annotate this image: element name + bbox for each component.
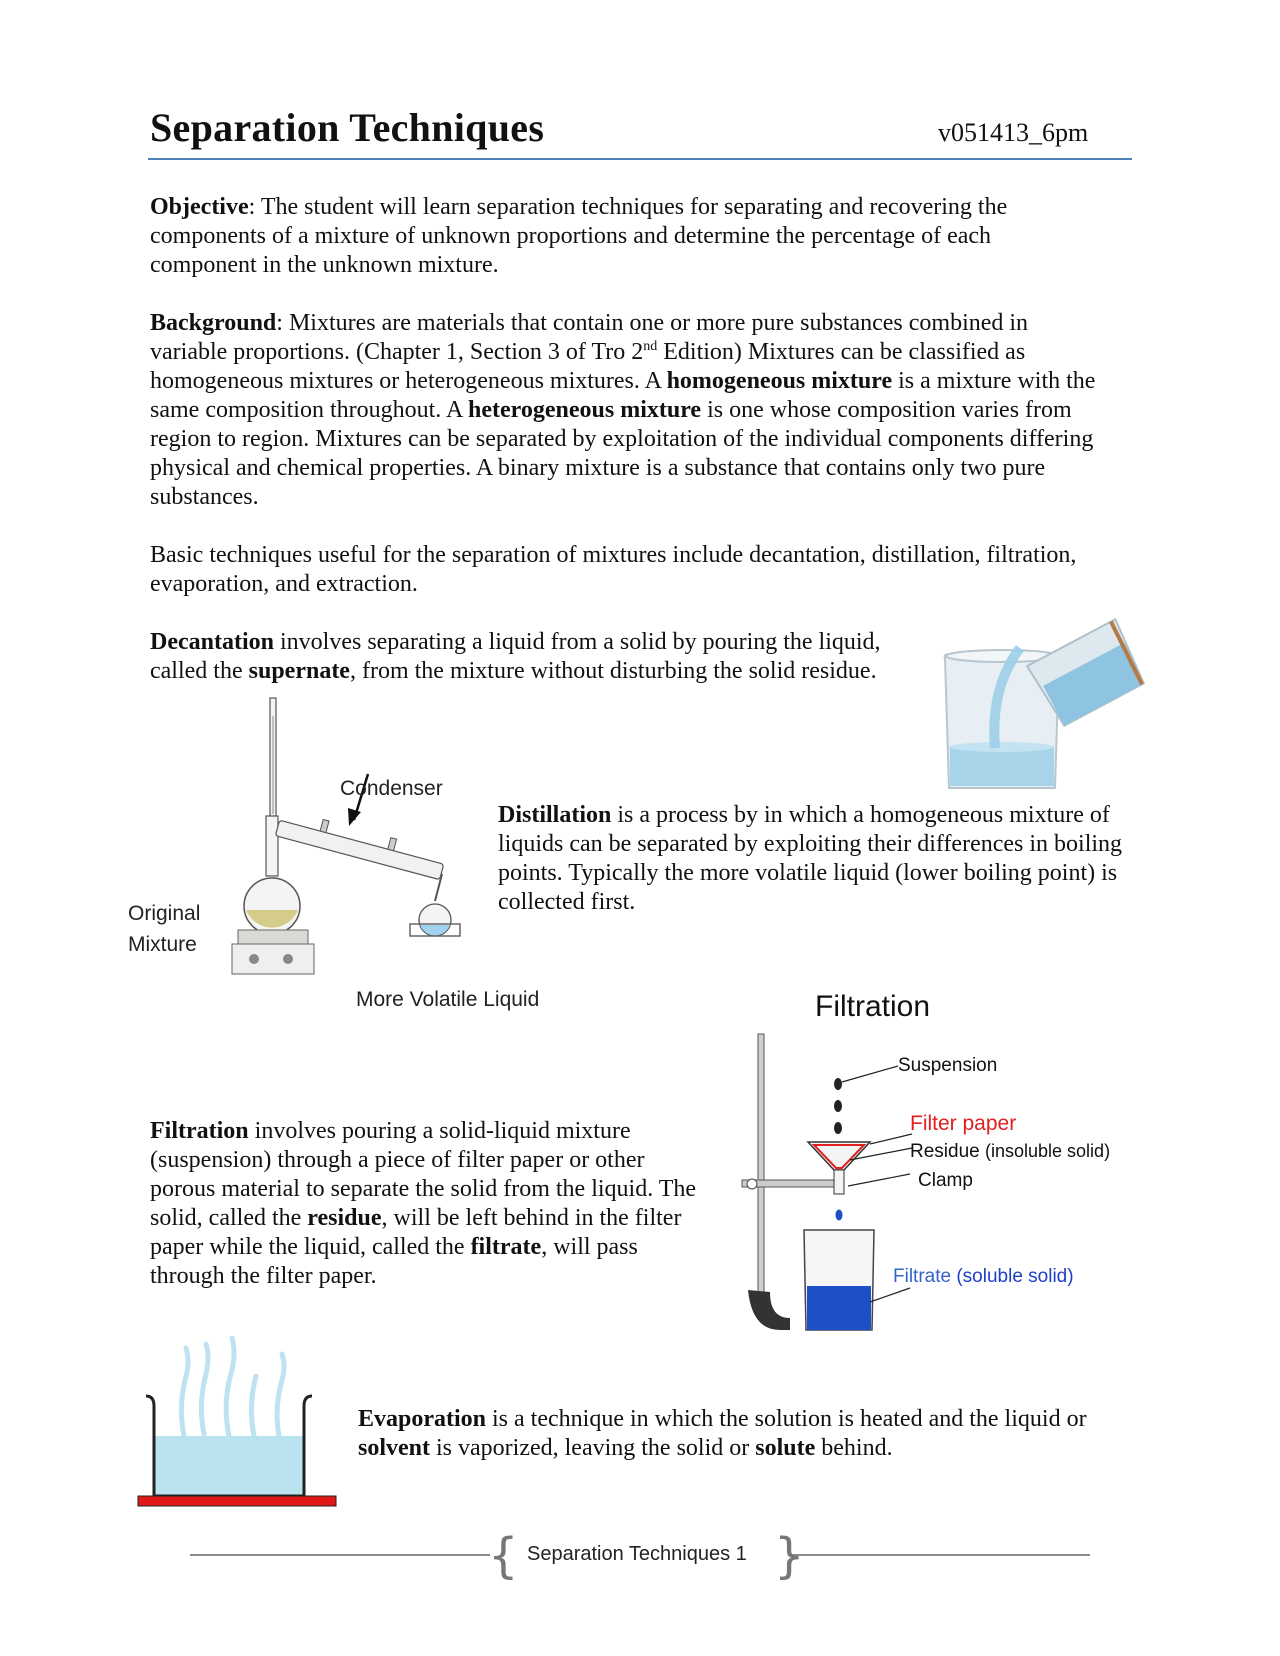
- clamp-label: Clamp: [918, 1170, 973, 1191]
- page-footer: Separation Techniques 1: [527, 1543, 747, 1565]
- objective-paragraph: [150, 193, 1080, 280]
- filtration-diagram-title: Filtration: [815, 990, 931, 1023]
- background-text-2: Edition) Mixtures can be classified as homogeneous mixtures or heterogeneous mixtures. A: [150, 339, 1026, 394]
- distillation-paragraph: [498, 801, 1138, 917]
- filtrate-text: Filtrate: [893, 1266, 952, 1287]
- background-text-3: is a mixture with the same composition throughout. A: [150, 368, 1096, 423]
- background-text-4: is one whose composition varies from region to region. Mixtures can be separated by exploitation of the individual components differing physical and chemical properties. A binary mixture is a substance that contains only two pure substances.: [150, 397, 1094, 510]
- objective-label: Objective: [150, 194, 249, 220]
- original-mixture-label-2: Mixture: [128, 933, 197, 956]
- heterogeneous-term: heterogeneous mixture: [468, 397, 702, 423]
- distillation-apparatus: [230, 696, 470, 986]
- residue-note: (insoluble solid): [985, 1141, 1111, 1161]
- residue-term: residue: [307, 1205, 382, 1231]
- residue-text: Residue: [910, 1141, 980, 1162]
- filtration-label: Filtration: [150, 1118, 249, 1144]
- filtration-text-2: , will be left behind in the filter paper while the liquid, called the: [150, 1205, 682, 1260]
- background-paragraph: [150, 309, 1110, 512]
- distillation-label: Distillation: [498, 802, 612, 828]
- filtrate-term: filtrate: [470, 1234, 542, 1260]
- original-mixture-label-1: Original: [128, 902, 201, 925]
- suspension-label: Suspension: [898, 1055, 998, 1076]
- background-label: Background: [150, 310, 277, 336]
- distillation-text: is a process by in which a homogeneous mixture of liquids can be separated by exploiting their differences in boiling points. Typically the more volatile liquid (lower boiling point) is collected first.: [498, 802, 1123, 915]
- filtration-text-3: , will pass through the filter paper.: [150, 1234, 638, 1289]
- evaporation-text-2: is vaporized, leaving the solid or: [430, 1435, 756, 1461]
- header-rule: [148, 158, 1132, 160]
- decantation-illustration: [935, 608, 1150, 794]
- filtrate-note: (soluble solid): [956, 1266, 1074, 1287]
- evaporation-text-3: behind.: [815, 1435, 893, 1461]
- solute-term: solute: [755, 1435, 816, 1461]
- filter-paper-label: Filter paper: [910, 1112, 1017, 1135]
- footer-line-right: [792, 1554, 1090, 1556]
- decantation-paragraph: [150, 628, 925, 686]
- footer-brace-right: }: [774, 1528, 805, 1584]
- homogeneous-term: homogeneous mixture: [666, 368, 893, 394]
- basic-techniques-paragraph: Basic techniques useful for the separation of mixtures include decantation, distillation, filtration, evaporation, and extraction.: [150, 542, 1077, 597]
- objective-text: : The student will learn separation techniques for separating and recovering the components of a mixture of unknown proportions and determine the percentage of each component in the unknown mixture.: [150, 194, 1008, 278]
- solvent-term: solvent: [358, 1435, 430, 1461]
- page-title: Separation Techniques: [150, 105, 545, 150]
- decantation-text-2: , from the mixture without disturbing the solid residue.: [349, 658, 877, 684]
- more-volatile-liquid-label: More Volatile Liquid: [356, 988, 540, 1011]
- evaporation-text-1: is a technique in which the solution is heated and the liquid or: [486, 1406, 1087, 1432]
- background-text-1: : Mixtures are materials that contain one or more pure substances combined in variable proportions. (Chapter 1, Section 3 of Tro 2: [150, 310, 1029, 365]
- decantation-text-1: involves separating a liquid from a solid by pouring the liquid, called the: [150, 629, 881, 684]
- supernate-term: supernate: [248, 658, 350, 684]
- filtration-text-1: involves pouring a solid-liquid mixture (suspension) through a piece of filter paper or other porous material to separate the solid from the liquid. The solid, called the: [150, 1118, 697, 1231]
- footer-brace-left: {: [488, 1528, 519, 1584]
- filtrate-label: [893, 1266, 1074, 1288]
- version-label: v051413_6pm: [938, 118, 1089, 147]
- residue-label: [910, 1141, 1110, 1163]
- evaporation-label: Evaporation: [358, 1406, 487, 1432]
- evaporation-illustration: [134, 1336, 344, 1512]
- background-sup: nd: [643, 339, 658, 354]
- filtration-paragraph: [150, 1117, 710, 1291]
- evaporation-paragraph: [358, 1405, 1148, 1463]
- decantation-label: Decantation: [150, 629, 274, 655]
- condenser-label: Condenser: [340, 777, 443, 800]
- footer-line-left: [190, 1554, 490, 1556]
